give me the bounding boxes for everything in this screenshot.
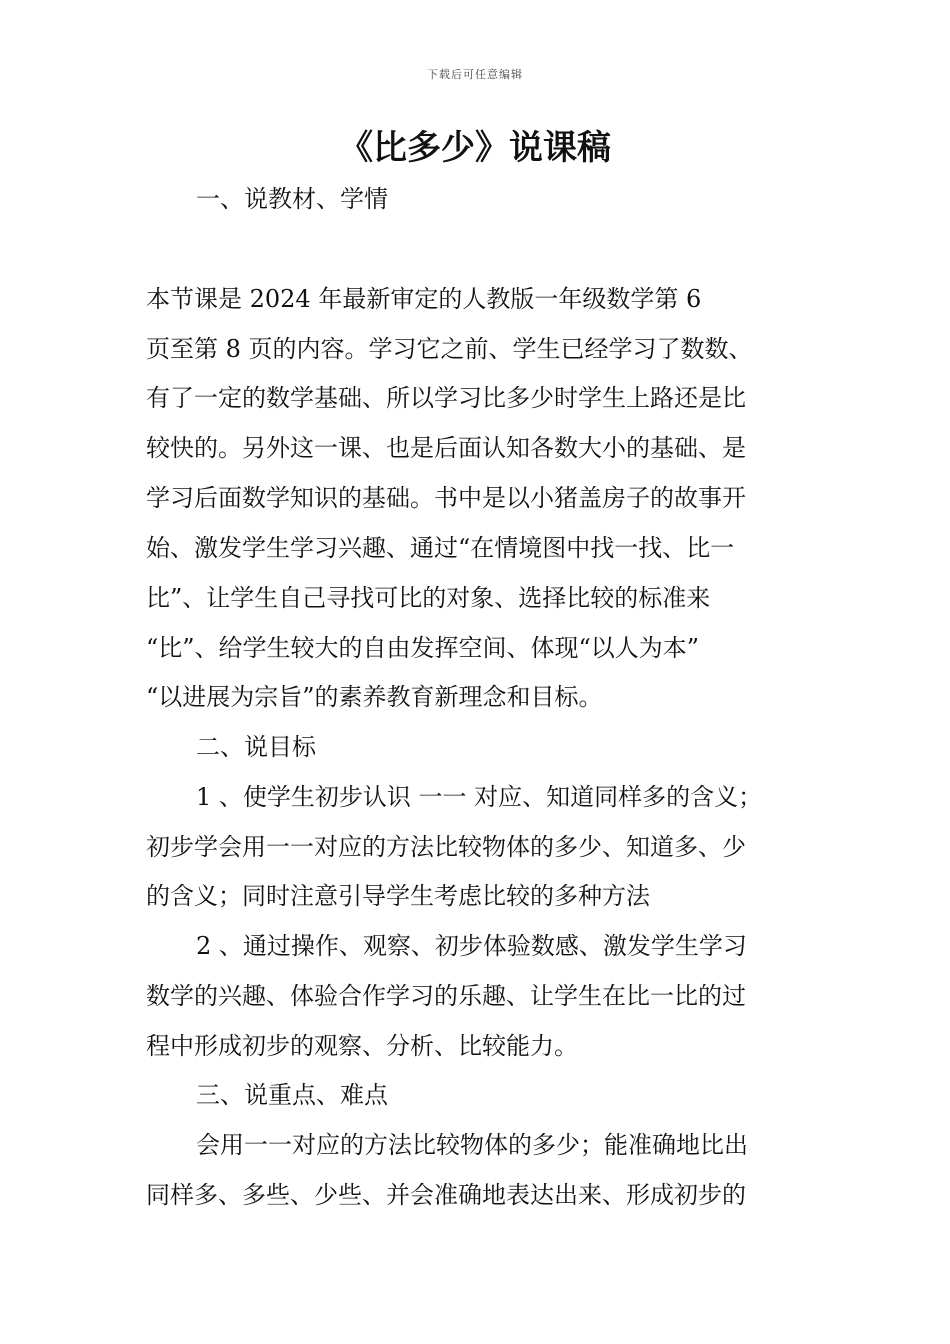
paragraph-line: 的含义；同时注意引导学生考虑比较的多种方法 xyxy=(146,882,650,910)
paragraph-line: 2 、通过操作、观察、初步体验数感、激发学生学习 xyxy=(196,932,747,960)
paragraph-line: 1 、使学生初步认识 一一 对应、知道同样多的含义； xyxy=(196,783,763,811)
section-heading-goals: 二、说目标 xyxy=(196,733,316,761)
document-title: 《比多少》说课稿 xyxy=(339,128,611,168)
paragraph-line: “比”、给学生较大的自由发挥空间、体现“以人为本” xyxy=(146,634,700,662)
paragraph-line: 有了一定的数学基础、所以学习比多少时学生上路还是比 xyxy=(146,384,746,412)
download-note: 下载后可任意编辑 xyxy=(427,68,523,81)
paragraph-line: 页至第 8 页的内容。学习它之前、学生已经学习了数数、 xyxy=(146,335,753,363)
paragraph-line: 会用一一对应的方法比较物体的多少；能准确地比出 xyxy=(196,1131,748,1159)
paragraph-line: 初步学会用一一对应的方法比较物体的多少、知道多、少 xyxy=(146,833,746,861)
paragraph-line: 同样多、多些、少些、并会准确地表达出来、形成初步的 xyxy=(146,1181,746,1209)
paragraph-line: 学习后面数学知识的基础。书中是以小猪盖房子的故事开 xyxy=(146,484,746,512)
paragraph-line: 程中形成初步的观察、分析、比较能力。 xyxy=(146,1032,578,1060)
paragraph-line: 始、激发学生学习兴趣、通过“在情境图中找一找、比一 xyxy=(146,534,735,562)
section-heading-materials: 一、说教材、学情 xyxy=(196,185,388,213)
paragraph-line: 数学的兴趣、体验合作学习的乐趣、让学生在比一比的过 xyxy=(146,982,746,1010)
section-heading-key-points: 三、说重点、难点 xyxy=(196,1081,388,1109)
paragraph-line: 较快的。另外这一课、也是后面认知各数大小的基础、是 xyxy=(146,434,746,462)
paragraph-line: 本节课是 2024 年最新审定的人教版一年级数学第 6 xyxy=(146,285,702,313)
paragraph-line: “以进展为宗旨”的素养教育新理念和目标。 xyxy=(146,683,603,711)
paragraph-line: 比”、让学生自己寻找可比的对象、选择比较的标准来 xyxy=(146,584,711,612)
